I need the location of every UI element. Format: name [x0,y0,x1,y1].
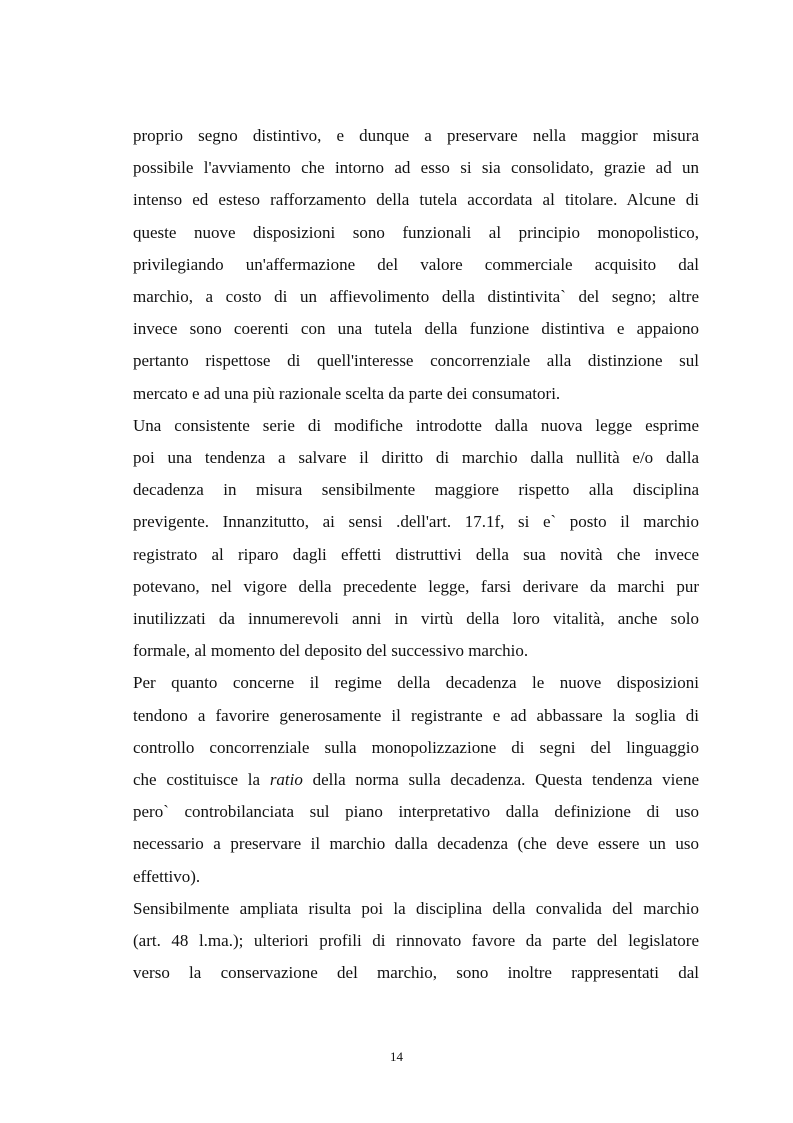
text-line: privilegiando un'affermazione del valore commerciale acquisito dal [133,254,699,274]
text-line: controllo concorrenziale sulla monopolizzazione di segni del linguaggio [133,737,699,757]
text-line: verso la conservazione del marchio, sono inoltre rappresentati dal [133,963,699,983]
text-segment: che costituisce la [133,770,270,790]
text-line: formale, al momento del deposito del successivo marchio. [133,641,529,661]
text-line: proprio segno distintivo, e dunque a preservare nella maggior misura [133,126,699,145]
paragraph-4 [133,893,699,990]
text-line-with-italic [133,764,699,796]
paragraph-1 [133,120,699,410]
text-segment: della norma sulla decadenza. Questa tendenza viene [302,770,699,790]
text-line: possibile l'avviamento che intorno ad esso si sia consolidato, grazie ad un [133,158,699,178]
text-line: mercato e ad una più razionale scelta da parte dei consumatori. [133,383,561,403]
text-line: poi una tendenza a salvare il diritto di marchio dalla nullità e/o dalla [133,448,699,468]
text-line: (art. 48 l.ma.); ulteriori profili di rinnovato favore da parte del legislatore [133,931,699,951]
paragraph-3 [133,667,699,892]
text-line: inutilizzati da innumerevoli anni in virtù della loro vitalità, anche solo [133,609,699,629]
text-line: pertanto rispettose di quell'interesse concorrenziale alla distinzione sul [133,351,699,371]
text-line: Per quanto concerne il regime della decadenza le nuove disposizioni [133,673,699,693]
paragraph-2 [133,410,699,668]
body-text [133,120,699,989]
text-line: invece sono coerenti con una tutela della funzione distintiva e appaiono [133,319,699,339]
text-line: previgente. Innanzitutto, ai sensi .dell'art. 17.1f, si e` posto il marchio [133,512,699,532]
text-line: potevano, nel vigore della precedente legge, farsi derivare da marchi pur [133,576,699,596]
text-line: intenso ed esteso rafforzamento della tutela accordata al titolare. Alcune di [133,190,699,210]
text-line: decadenza in misura sensibilmente maggiore rispetto alla disciplina [133,480,699,500]
italic-term: ratio [269,770,303,790]
text-line: queste nuove disposizioni sono funzionali al principio monopolistico, [133,222,699,242]
text-line: marchio, a costo di un affievolimento della distintivita` del segno; altre [133,287,699,307]
page-number: 14 [390,1049,403,1064]
text-line: registrato al riparo dagli effetti distruttivi della sua novità che invece [133,544,699,564]
text-line: necessario a preservare il marchio dalla decadenza (che deve essere un uso [133,834,699,854]
text-line: Sensibilmente ampliata risulta poi la disciplina della convalida del marchio [133,898,699,918]
text-line: pero` controbilanciata sul piano interpretativo dalla definizione di uso [133,802,699,822]
text-line: tendono a favorire generosamente il registrante e ad abbassare la soglia di [133,705,699,725]
text-line: Una consistente serie di modifiche introdotte dalla nuova legge esprime [133,415,699,435]
text-line: effettivo). [133,866,201,886]
